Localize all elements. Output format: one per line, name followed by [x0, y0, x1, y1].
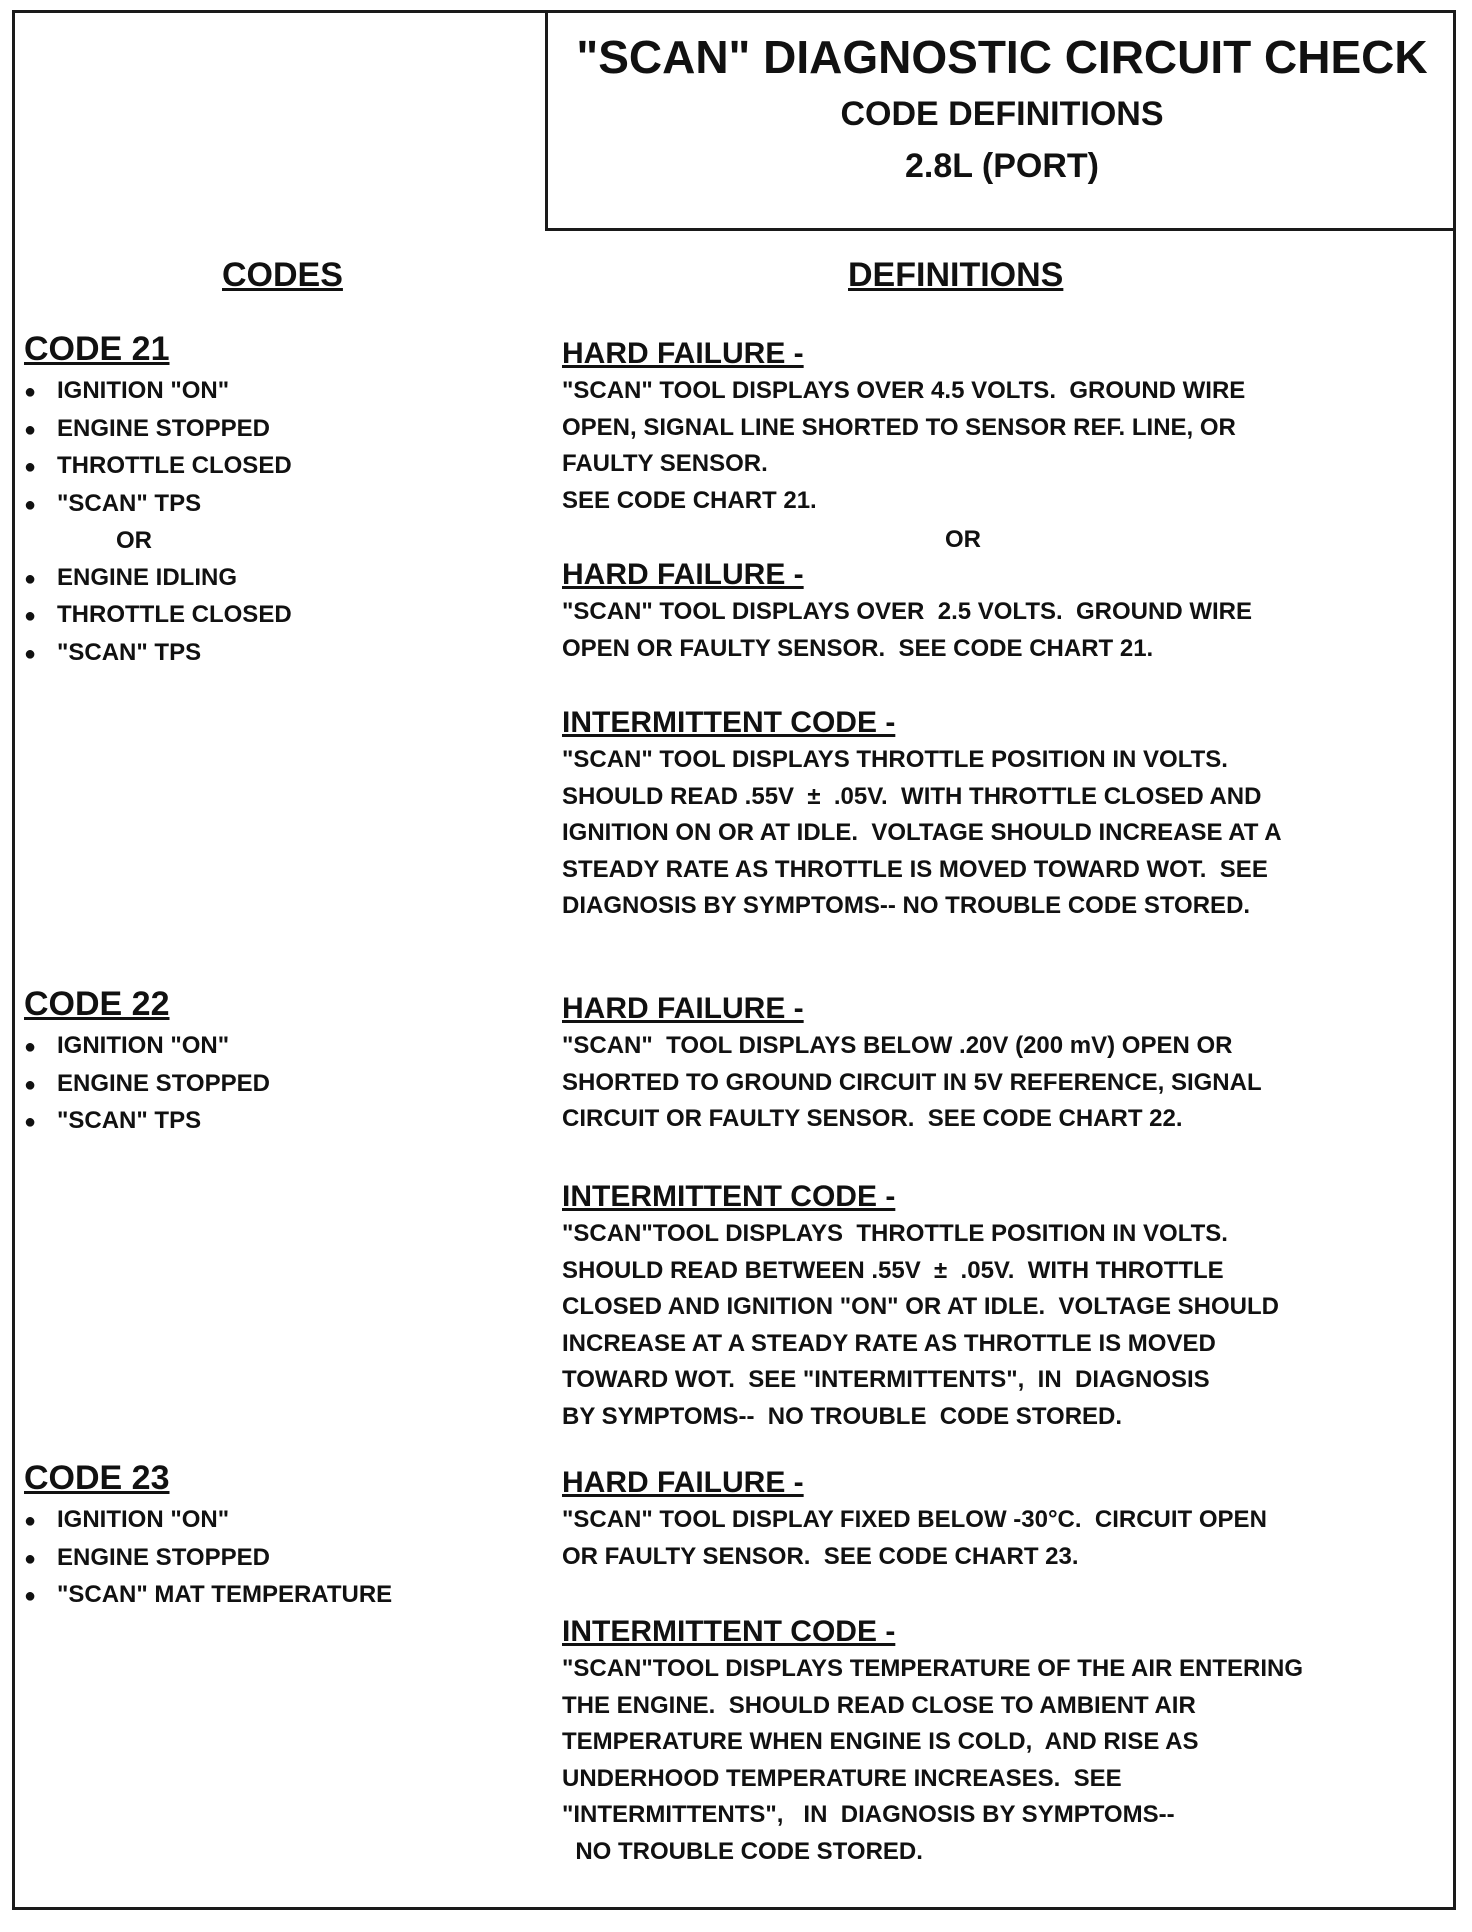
definition-or: OR — [945, 526, 981, 553]
condition-item: ● IGNITION "ON" — [24, 373, 292, 411]
codes-column-heading: CODES — [222, 256, 343, 294]
definition-line: DIAGNOSIS BY SYMPTOMS-- NO TROUBLE CODE STORED. — [562, 892, 1251, 919]
definition-line: STEADY RATE AS THROTTLE IS MOVED TOWARD WOT. SEE — [562, 855, 1268, 883]
definition-line: INCREASE AT A STEADY RATE AS THROTTLE IS MOVED — [562, 1329, 1216, 1357]
condition-item: ● THROTTLE CLOSED — [24, 597, 292, 635]
code-title: CODE 21 — [24, 330, 170, 368]
definition-line: TOWARD WOT. SEE "INTERMITTENTS", IN DIAGNOSIS — [562, 1366, 1210, 1393]
bullet-icon: ● — [24, 1111, 37, 1133]
bullet-icon: ● — [24, 1073, 37, 1096]
intermittent-heading: INTERMITTENT CODE - — [562, 706, 896, 739]
condition-item: ● ENGINE STOPPED — [24, 411, 292, 449]
code-21-hard-failure-2 — [562, 556, 1422, 667]
definition-line: "SCAN"TOOL DISPLAYS TEMPERATURE OF THE AIR ENTERING — [562, 1655, 1304, 1682]
condition-item: ● "SCAN" TPS — [24, 1103, 270, 1141]
code-23-block — [24, 1459, 392, 1615]
code-22-hard-failure — [562, 990, 1422, 1138]
definition-line: OPEN, SIGNAL LINE SHORTED TO SENSOR REF. LINE, OR — [562, 413, 1236, 441]
definitions-column-heading: DEFINITIONS — [848, 256, 1064, 294]
definition-line: "SCAN" TOOL DISPLAY FIXED BELOW -30°C. CIRCUIT OPEN — [562, 1506, 1267, 1533]
condition-item: ● IGNITION "ON" — [24, 1028, 270, 1066]
bullet-icon: ● — [24, 381, 37, 403]
definition-line: SHOULD READ BETWEEN .55V ± .05V. WITH THROTTLE — [562, 1256, 1224, 1284]
condition-item: ● "SCAN" MAT TEMPERATURE — [24, 1577, 392, 1615]
definition-line: IGNITION ON OR AT IDLE. VOLTAGE SHOULD INCREASE AT A — [562, 819, 1282, 846]
page-subtitle: CODE DEFINITIONS — [840, 95, 1164, 133]
condition-or: OR — [116, 527, 152, 554]
definition-line: "SCAN" TOOL DISPLAYS OVER 2.5 VOLTS. GROUND WIRE — [562, 598, 1252, 625]
code-title: CODE 22 — [24, 985, 170, 1023]
hard-failure-heading: HARD FAILURE - — [562, 337, 804, 370]
condition-item: ● "SCAN" TPS — [24, 486, 292, 524]
definition-line: UNDERHOOD TEMPERATURE INCREASES. SEE — [562, 1764, 1122, 1792]
bullet-icon: ● — [24, 1510, 37, 1532]
code-23-hard-failure — [562, 1464, 1422, 1575]
bullet-icon: ● — [24, 642, 37, 665]
hard-failure-heading: HARD FAILURE - — [562, 992, 804, 1025]
code-22-block — [24, 985, 270, 1141]
bullet-icon: ● — [24, 605, 37, 627]
page-title: "SCAN" DIAGNOSTIC CIRCUIT CHECK — [576, 31, 1428, 83]
definition-line: NO TROUBLE CODE STORED. — [562, 1837, 923, 1865]
definition-line: FAULTY SENSOR. — [562, 450, 768, 477]
definition-line: BY SYMPTOMS-- NO TROUBLE CODE STORED. — [562, 1402, 1123, 1430]
definition-line: CLOSED AND IGNITION "ON" OR AT IDLE. VOLTAGE SHOULD — [562, 1293, 1279, 1320]
code-21-hard-failure-1 — [562, 335, 1422, 519]
bullet-icon: ● — [24, 567, 37, 590]
definition-line: "SCAN"TOOL DISPLAYS THROTTLE POSITION IN VOLTS. — [562, 1220, 1228, 1247]
condition-item: ● ENGINE STOPPED — [24, 1540, 392, 1578]
intermittent-heading: INTERMITTENT CODE - — [562, 1615, 896, 1648]
definition-line: SHORTED TO GROUND CIRCUIT IN 5V REFERENCE, SIGNAL — [562, 1068, 1262, 1096]
definition-line: "SCAN" TOOL DISPLAYS THROTTLE POSITION IN VOLTS. — [562, 746, 1228, 773]
definition-line: "SCAN" TOOL DISPLAYS OVER 4.5 VOLTS. GROUND WIRE — [562, 377, 1246, 404]
bullet-icon: ● — [24, 456, 37, 478]
engine-spec: 2.8L (PORT) — [905, 147, 1099, 185]
condition-item: ● ENGINE IDLING — [24, 560, 292, 598]
definition-line: OR FAULTY SENSOR. SEE CODE CHART 23. — [562, 1542, 1079, 1570]
bullet-icon: ● — [24, 1547, 37, 1570]
condition-item: ● THROTTLE CLOSED — [24, 448, 292, 486]
bullet-icon: ● — [24, 493, 37, 516]
definition-line: SEE CODE CHART 21. — [562, 486, 817, 514]
condition-item: ● "SCAN" TPS — [24, 635, 292, 673]
definition-line: TEMPERATURE WHEN ENGINE IS COLD, AND RISE AS — [562, 1728, 1199, 1755]
code-22-intermittent — [562, 1178, 1422, 1435]
code-21-intermittent — [562, 704, 1422, 925]
bullet-icon: ● — [24, 1036, 37, 1058]
code-title: CODE 23 — [24, 1459, 170, 1497]
code-23-intermittent — [562, 1613, 1422, 1870]
hard-failure-heading: HARD FAILURE - — [562, 558, 804, 591]
intermittent-heading: INTERMITTENT CODE - — [562, 1180, 896, 1213]
condition-item: ● ENGINE STOPPED — [24, 1066, 270, 1104]
definition-line: THE ENGINE. SHOULD READ CLOSE TO AMBIENT AIR — [562, 1691, 1196, 1719]
definition-line: "SCAN" TOOL DISPLAYS BELOW .20V (200 mV) OPEN OR — [562, 1032, 1233, 1059]
code-21-block — [24, 330, 292, 672]
condition-item: ● IGNITION "ON" — [24, 1502, 392, 1540]
definition-line: CIRCUIT OR FAULTY SENSOR. SEE CODE CHART 22. — [562, 1105, 1183, 1132]
bullet-icon: ● — [24, 1585, 37, 1607]
definition-line: OPEN OR FAULTY SENSOR. SEE CODE CHART 21. — [562, 634, 1154, 662]
title-box — [545, 10, 1456, 231]
definition-line: "INTERMITTENTS", IN DIAGNOSIS BY SYMPTOMS-- — [562, 1801, 1175, 1828]
bullet-icon: ● — [24, 418, 37, 441]
hard-failure-heading: HARD FAILURE - — [562, 1466, 804, 1499]
definition-line: SHOULD READ .55V ± .05V. WITH THROTTLE CLOSED AND — [562, 782, 1262, 810]
